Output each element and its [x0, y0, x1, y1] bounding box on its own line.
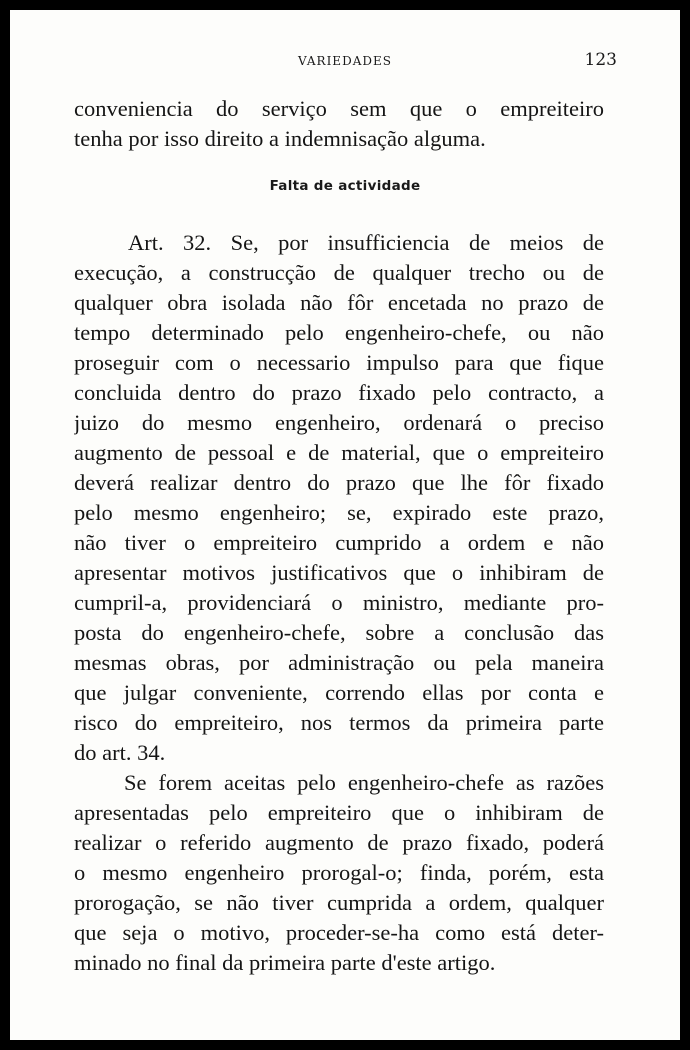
- text-line: minado no final da primeira parte d'este artigo.: [74, 950, 496, 975]
- book-page: [10, 10, 680, 1040]
- text-line: Se forem aceitas pelo engenheiro-chefe as razões: [124, 770, 604, 795]
- text-line: realizar o referido augmento de prazo fixado, poderá: [74, 830, 604, 855]
- text-line: não tiver o empreiteiro cumprido a ordem e não: [74, 530, 604, 555]
- text-line: prorogação, se não tiver cumprida a ordem, qualquer: [74, 890, 604, 915]
- text-line: proseguir com o necessario impulso para que fique: [74, 350, 604, 375]
- continued-paragraph: [74, 94, 604, 154]
- text-line: tempo determinado pelo engenheiro-chefe, ou não: [74, 320, 604, 345]
- text-line: conveniencia do serviço sem que o empreiteiro: [74, 96, 604, 121]
- text-line: qualquer obra isolada não fôr encetada no prazo de: [74, 290, 604, 315]
- page-number: 123: [584, 50, 617, 70]
- text-line: apresentar motivos justificativos que o inhibiram de: [74, 560, 604, 585]
- text-line: execução, a construcção de qualquer trecho ou de: [74, 260, 604, 285]
- text-line: juizo do mesmo engenheiro, ordenará o preciso: [74, 410, 604, 435]
- text-line: posta do engenheiro-chefe, sobre a conclusão das: [74, 620, 604, 645]
- page-header: [10, 52, 680, 72]
- article-32: [74, 228, 604, 978]
- text-line: que julgar conveniente, correndo ellas por conta e: [74, 680, 604, 705]
- text-line: concluida dentro do prazo fixado pelo contracto, a: [74, 380, 604, 405]
- text-line: mesmas obras, por administração ou pela maneira: [74, 650, 604, 675]
- text-line: pelo mesmo engenheiro; se, expirado este prazo,: [74, 500, 604, 525]
- text-line: Art. 32. Se, por insufficiencia de meios de: [128, 230, 604, 255]
- running-head: VARIEDADES: [298, 54, 392, 68]
- section-heading: Falta de actividade: [269, 178, 421, 194]
- text-line: augmento de pessoal e de material, que o empreiteiro: [74, 440, 604, 465]
- text-line: apresentadas pelo empreiteiro que o inhibiram de: [74, 800, 604, 825]
- text-line: cumpril-a, providenciará o ministro, mediante pro-: [74, 590, 604, 615]
- text-line: tenha por isso direito a indemnisação alguma.: [74, 126, 486, 151]
- text-line: risco do empreiteiro, nos termos da primeira parte: [74, 710, 604, 735]
- text-line: que seja o motivo, proceder-se-ha como está deter-: [74, 920, 604, 945]
- text-line: o mesmo engenheiro prorogal-o; finda, porém, esta: [74, 860, 604, 885]
- text-line: deverá realizar dentro do prazo que lhe fôr fixado: [74, 470, 604, 495]
- text-line: do art. 34.: [74, 740, 166, 765]
